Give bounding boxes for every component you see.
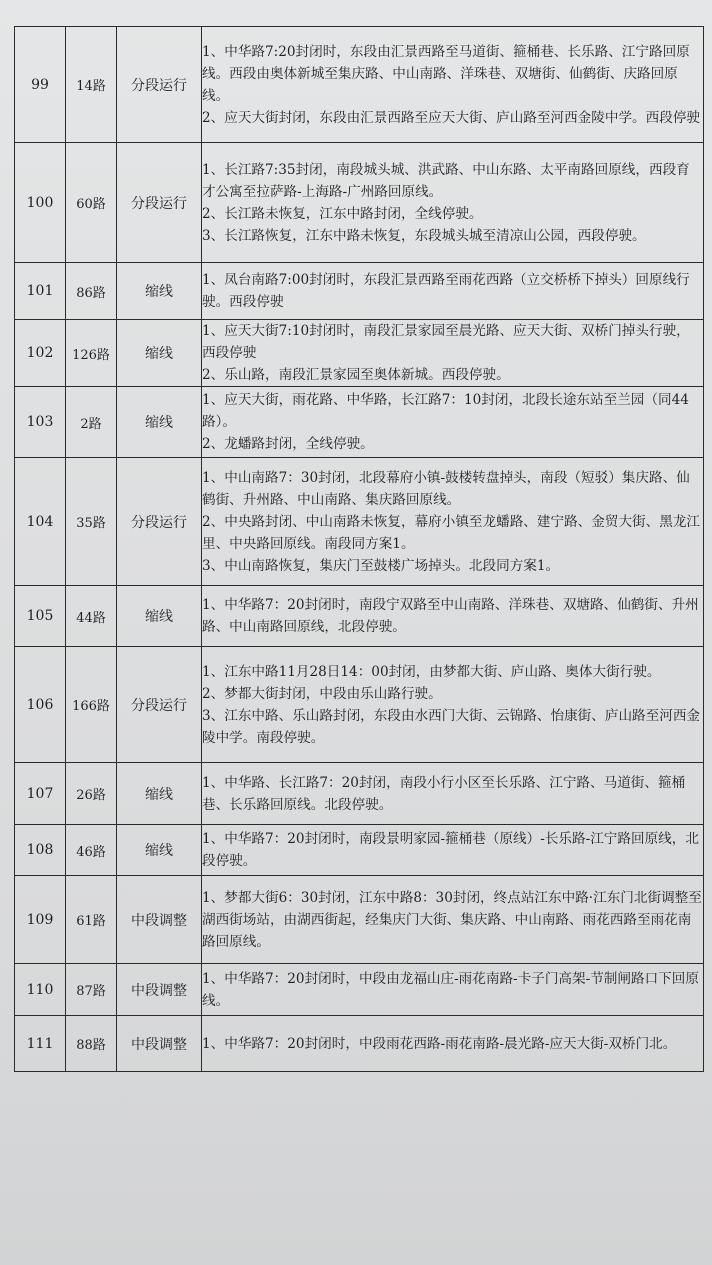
detail-line: 2、长江路未恢复，江东中路封闭，全线停驶。 xyxy=(202,205,483,222)
detail-line: 1、中华路7：20封闭时，南段景明家园-箍桶巷（原线）-长乐路-江宁路回原线，北段停驶。 xyxy=(202,831,699,869)
adjustment-details xyxy=(202,263,704,320)
bus-route: 60路 xyxy=(66,143,117,263)
adjustment-type: 分段运行 xyxy=(117,27,202,143)
row-number: 101 xyxy=(15,263,66,320)
row-number: 103 xyxy=(15,387,66,458)
bus-route: 86路 xyxy=(66,263,117,320)
bus-route: 61路 xyxy=(66,876,117,964)
detail-line: 2、梦都大街封闭，中段由乐山路行驶。 xyxy=(202,685,442,702)
table-row xyxy=(15,387,704,458)
adjustment-type: 中段调整 xyxy=(117,964,202,1016)
row-number: 107 xyxy=(15,763,66,825)
detail-line: 2、中央路封闭、中山南路未恢复，幕府小镇至龙蟠路、建宁路、金贸大街、黑龙江里、中央路回原线。南段同方案1。 xyxy=(202,513,701,552)
adjustment-details xyxy=(202,387,704,458)
row-number: 109 xyxy=(15,876,66,964)
detail-line: 1、中华路7:20封闭时，东段由汇景西路至马道街、箍桶巷、长乐路、江宁路回原线。西段由奥体新城至集庆路、中山南路、洋珠巷、双塘街、仙鹤街、庆路回原线。 xyxy=(202,43,690,104)
detail-line: 2、应天大街封闭，东段由汇景西路至应天大街、庐山路至河西金陵中学。西段停驶 xyxy=(202,109,701,126)
detail-line: 1、中山南路7：30封闭，北段幕府小镇-鼓楼转盘掉头，南段（短驳）集庆路、仙鹤街、升州路、中山南路、集庆路回原线。 xyxy=(202,469,690,508)
table-row xyxy=(15,458,704,586)
detail-line: 1、江东中路11月28日14：00封闭，由梦都大街、庐山路、奥体大街行驶。 xyxy=(202,663,661,680)
adjustment-details xyxy=(202,458,704,586)
adjustment-details xyxy=(202,1016,704,1072)
detail-line: 2、龙蟠路封闭，全线停驶。 xyxy=(202,436,374,452)
bus-route: 44路 xyxy=(66,586,117,647)
detail-line: 1、中华路、长江路7：20封闭，南段小行小区至长乐路、江宁路、马道街、箍桶巷、长乐路回原线。北段停驶。 xyxy=(202,774,686,813)
detail-line: 1、中华路7：20封闭时，中段雨花西路-雨花南路-晨光路-应天大街-双桥门北。 xyxy=(202,1035,677,1052)
bus-route: 88路 xyxy=(66,1016,117,1072)
row-number: 108 xyxy=(15,825,66,876)
table-row xyxy=(15,763,704,825)
detail-line: 2、乐山路，南段汇景家园至奥体新城。西段停驶。 xyxy=(202,367,510,383)
table-row xyxy=(15,143,704,263)
detail-line: 3、长江路恢复，江东中路未恢复，东段城头城至清凉山公园，西段停驶。 xyxy=(202,227,646,244)
adjustment-details xyxy=(202,964,704,1016)
adjustment-details xyxy=(202,825,704,876)
bus-route: 46路 xyxy=(66,825,117,876)
document-sheet xyxy=(14,26,704,1072)
adjustment-type: 缩线 xyxy=(117,320,202,387)
adjustment-type: 缩线 xyxy=(117,387,202,458)
detail-line: 1、长江路7:35封闭，南段城头城、洪武路、中山东路、太平南路回原线，西段育才公寓至拉萨路-上海路-广州路回原线。 xyxy=(202,161,690,200)
table-row xyxy=(15,1016,704,1072)
detail-line: 1、应天大街，雨花路、中华路，长江路7：10封闭，北段长途东站至兰园（同44路）。 xyxy=(202,392,689,430)
bus-route: 87路 xyxy=(66,964,117,1016)
row-number: 102 xyxy=(15,320,66,387)
detail-line: 1、梦都大街6：30封闭，江东中路8：30封闭，终点站江东中路·江东门北街调整至湖西街场站，由湖西街起，经集庆门大街、集庆路、中山南路、雨花西路至雨花南路回原线。 xyxy=(202,889,702,950)
bus-route: 166路 xyxy=(66,647,117,763)
adjustment-type: 缩线 xyxy=(117,763,202,825)
row-number: 99 xyxy=(15,27,66,143)
adjustment-details xyxy=(202,647,704,763)
table-row xyxy=(15,586,704,647)
table-row xyxy=(15,320,704,387)
table-row xyxy=(15,825,704,876)
detail-line: 1、中华路7：20封闭时，南段宁双路至中山南路、洋珠巷、双塘路、仙鹤街、升州路、中山南路回原线，北段停驶。 xyxy=(202,597,699,635)
table-row xyxy=(15,263,704,320)
detail-line: 3、江东中路、乐山路封闭，东段由水西门大街、云锦路、怡康街、庐山路至河西金陵中学。南段停驶。 xyxy=(202,707,701,746)
adjustment-details xyxy=(202,143,704,263)
bus-route: 2路 xyxy=(66,387,117,458)
adjustment-type: 分段运行 xyxy=(117,458,202,586)
detail-line: 1、中华路7：20封闭时，中段由龙福山庄-雨花南路-卡子门高架-节制闸路口下回原线。 xyxy=(202,970,699,1009)
adjustment-details xyxy=(202,320,704,387)
table-row xyxy=(15,876,704,964)
bus-route: 126路 xyxy=(66,320,117,387)
adjustment-details xyxy=(202,27,704,143)
bus-route: 35路 xyxy=(66,458,117,586)
row-number: 106 xyxy=(15,647,66,763)
table-row xyxy=(15,964,704,1016)
table-body xyxy=(15,27,704,1072)
detail-line: 3、中山南路恢复，集庆门至鼓楼广场掉头。北段同方案1。 xyxy=(202,557,560,574)
route-adjustment-table xyxy=(14,26,704,1072)
adjustment-type: 中段调整 xyxy=(117,1016,202,1072)
row-number: 110 xyxy=(15,964,66,1016)
detail-line: 1、凤台南路7:00封闭时，东段汇景西路至雨花西路（立交桥桥下掉头）回原线行驶。西段停驶 xyxy=(202,272,690,310)
row-number: 100 xyxy=(15,143,66,263)
detail-line: 1、应天大街7:10封闭时，南段汇景家园至晨光路、应天大街、双桥门掉头行驶，西段停驶 xyxy=(202,323,690,361)
adjustment-details xyxy=(202,586,704,647)
table-row xyxy=(15,27,704,143)
row-number: 104 xyxy=(15,458,66,586)
adjustment-type: 中段调整 xyxy=(117,876,202,964)
row-number: 105 xyxy=(15,586,66,647)
adjustment-type: 缩线 xyxy=(117,825,202,876)
table-row xyxy=(15,647,704,763)
adjustment-details xyxy=(202,876,704,964)
adjustment-type: 缩线 xyxy=(117,263,202,320)
adjustment-details xyxy=(202,763,704,825)
adjustment-type: 分段运行 xyxy=(117,143,202,263)
bus-route: 14路 xyxy=(66,27,117,143)
row-number: 111 xyxy=(15,1016,66,1072)
adjustment-type: 分段运行 xyxy=(117,647,202,763)
bus-route: 26路 xyxy=(66,763,117,825)
adjustment-type: 缩线 xyxy=(117,586,202,647)
